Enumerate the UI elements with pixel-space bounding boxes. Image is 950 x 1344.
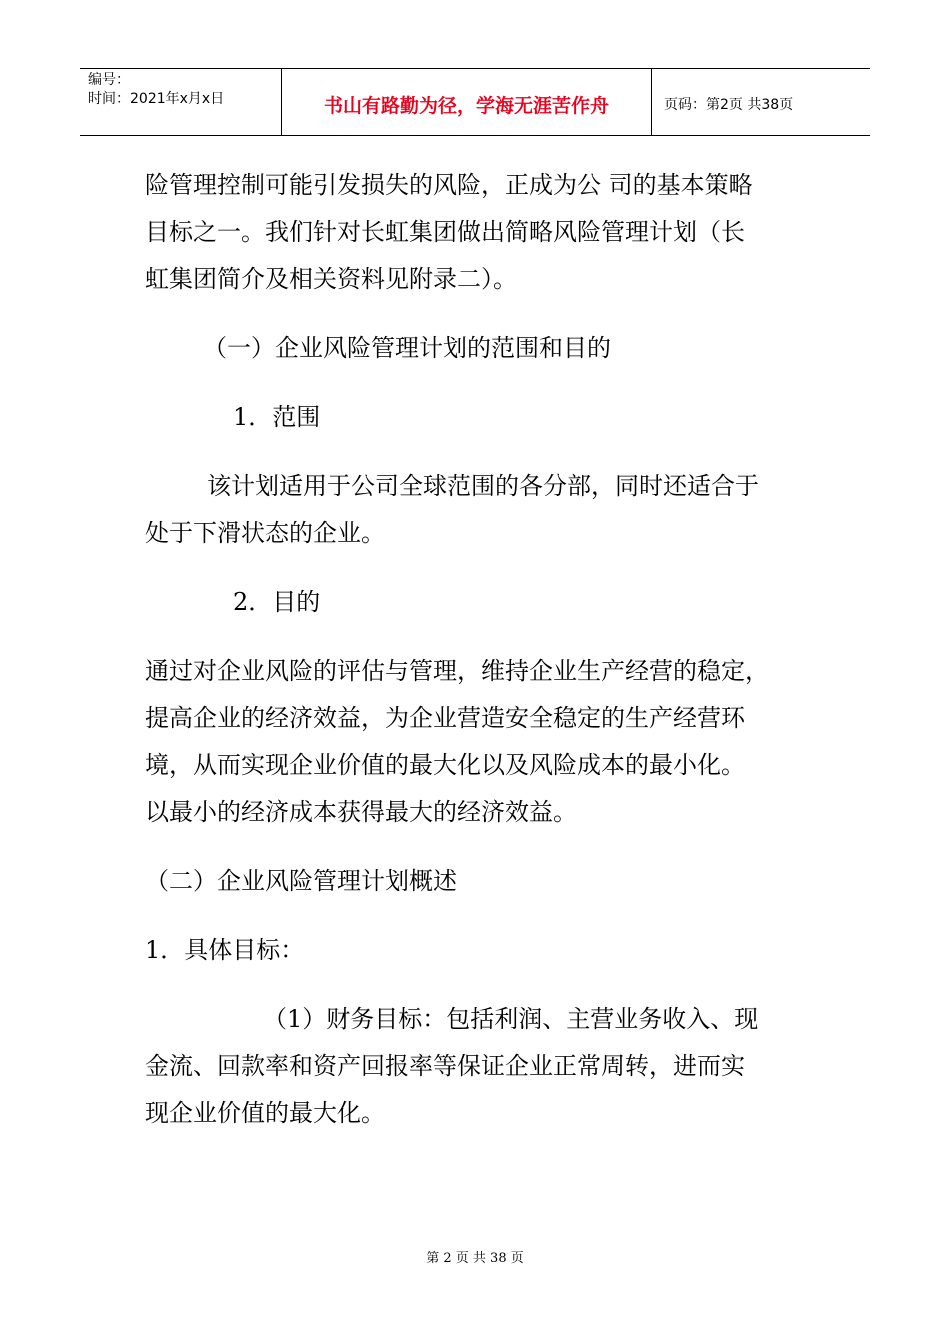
paragraph-line: 虹集团简介及相关资料见附录二）。 xyxy=(145,265,517,293)
header-meta xyxy=(80,69,282,135)
section-heading: （一）企业风险管理计划的范围和目的 xyxy=(203,334,611,362)
subsection-heading: 1．范围 xyxy=(233,403,321,431)
paragraph-line: 目标之一。我们针对长虹集团做出简略风险管理计划（长 xyxy=(145,218,745,246)
paragraph-line: 该计划适用于公司全球范围的各分部，同时还适合于 xyxy=(207,472,759,500)
header-time-label: 时间：2021年x月x日 xyxy=(88,91,225,107)
paragraph-line: 处于下滑状态的企业。 xyxy=(145,519,385,547)
header-page-info: 页码：第2页 共38页 xyxy=(664,97,794,113)
page-footer: 第 2 页 共 38 页 xyxy=(426,1251,524,1266)
paragraph-line: 提高企业的经济效益，为企业营造安全稳定的生产经营环 xyxy=(145,704,745,732)
header-motto: 书山有路勤为径，学海无涯苦作舟 xyxy=(282,69,652,135)
paragraph-line: 境，从而实现企业价值的最大化以及风险成本的最小化。 xyxy=(145,751,745,779)
subsection-heading: 1．具体目标： xyxy=(145,936,305,964)
subsection-heading: 2．目的 xyxy=(233,588,321,616)
document-body xyxy=(145,162,810,1137)
paragraph-line: （1）财务目标：包括利润、主营业务收入、现 xyxy=(263,1005,759,1033)
paragraph-line: 金流、回款率和资产回报率等保证企业正常周转，进而实 xyxy=(145,1052,745,1080)
page-header xyxy=(80,68,870,136)
paragraph-line: 现企业价值的最大化。 xyxy=(145,1099,385,1127)
section-heading: （二）企业风险管理计划概述 xyxy=(145,867,457,895)
paragraph-line: 通过对企业风险的评估与管理，维持企业生产经营的稳定， xyxy=(145,657,769,685)
header-number-label: 编号： xyxy=(88,72,130,88)
paragraph-line: 险管理控制可能引发损失的风险，正成为公 司的基本策略 xyxy=(145,171,753,199)
paragraph-line: 以最小的经济成本获得最大的经济效益。 xyxy=(145,798,577,826)
